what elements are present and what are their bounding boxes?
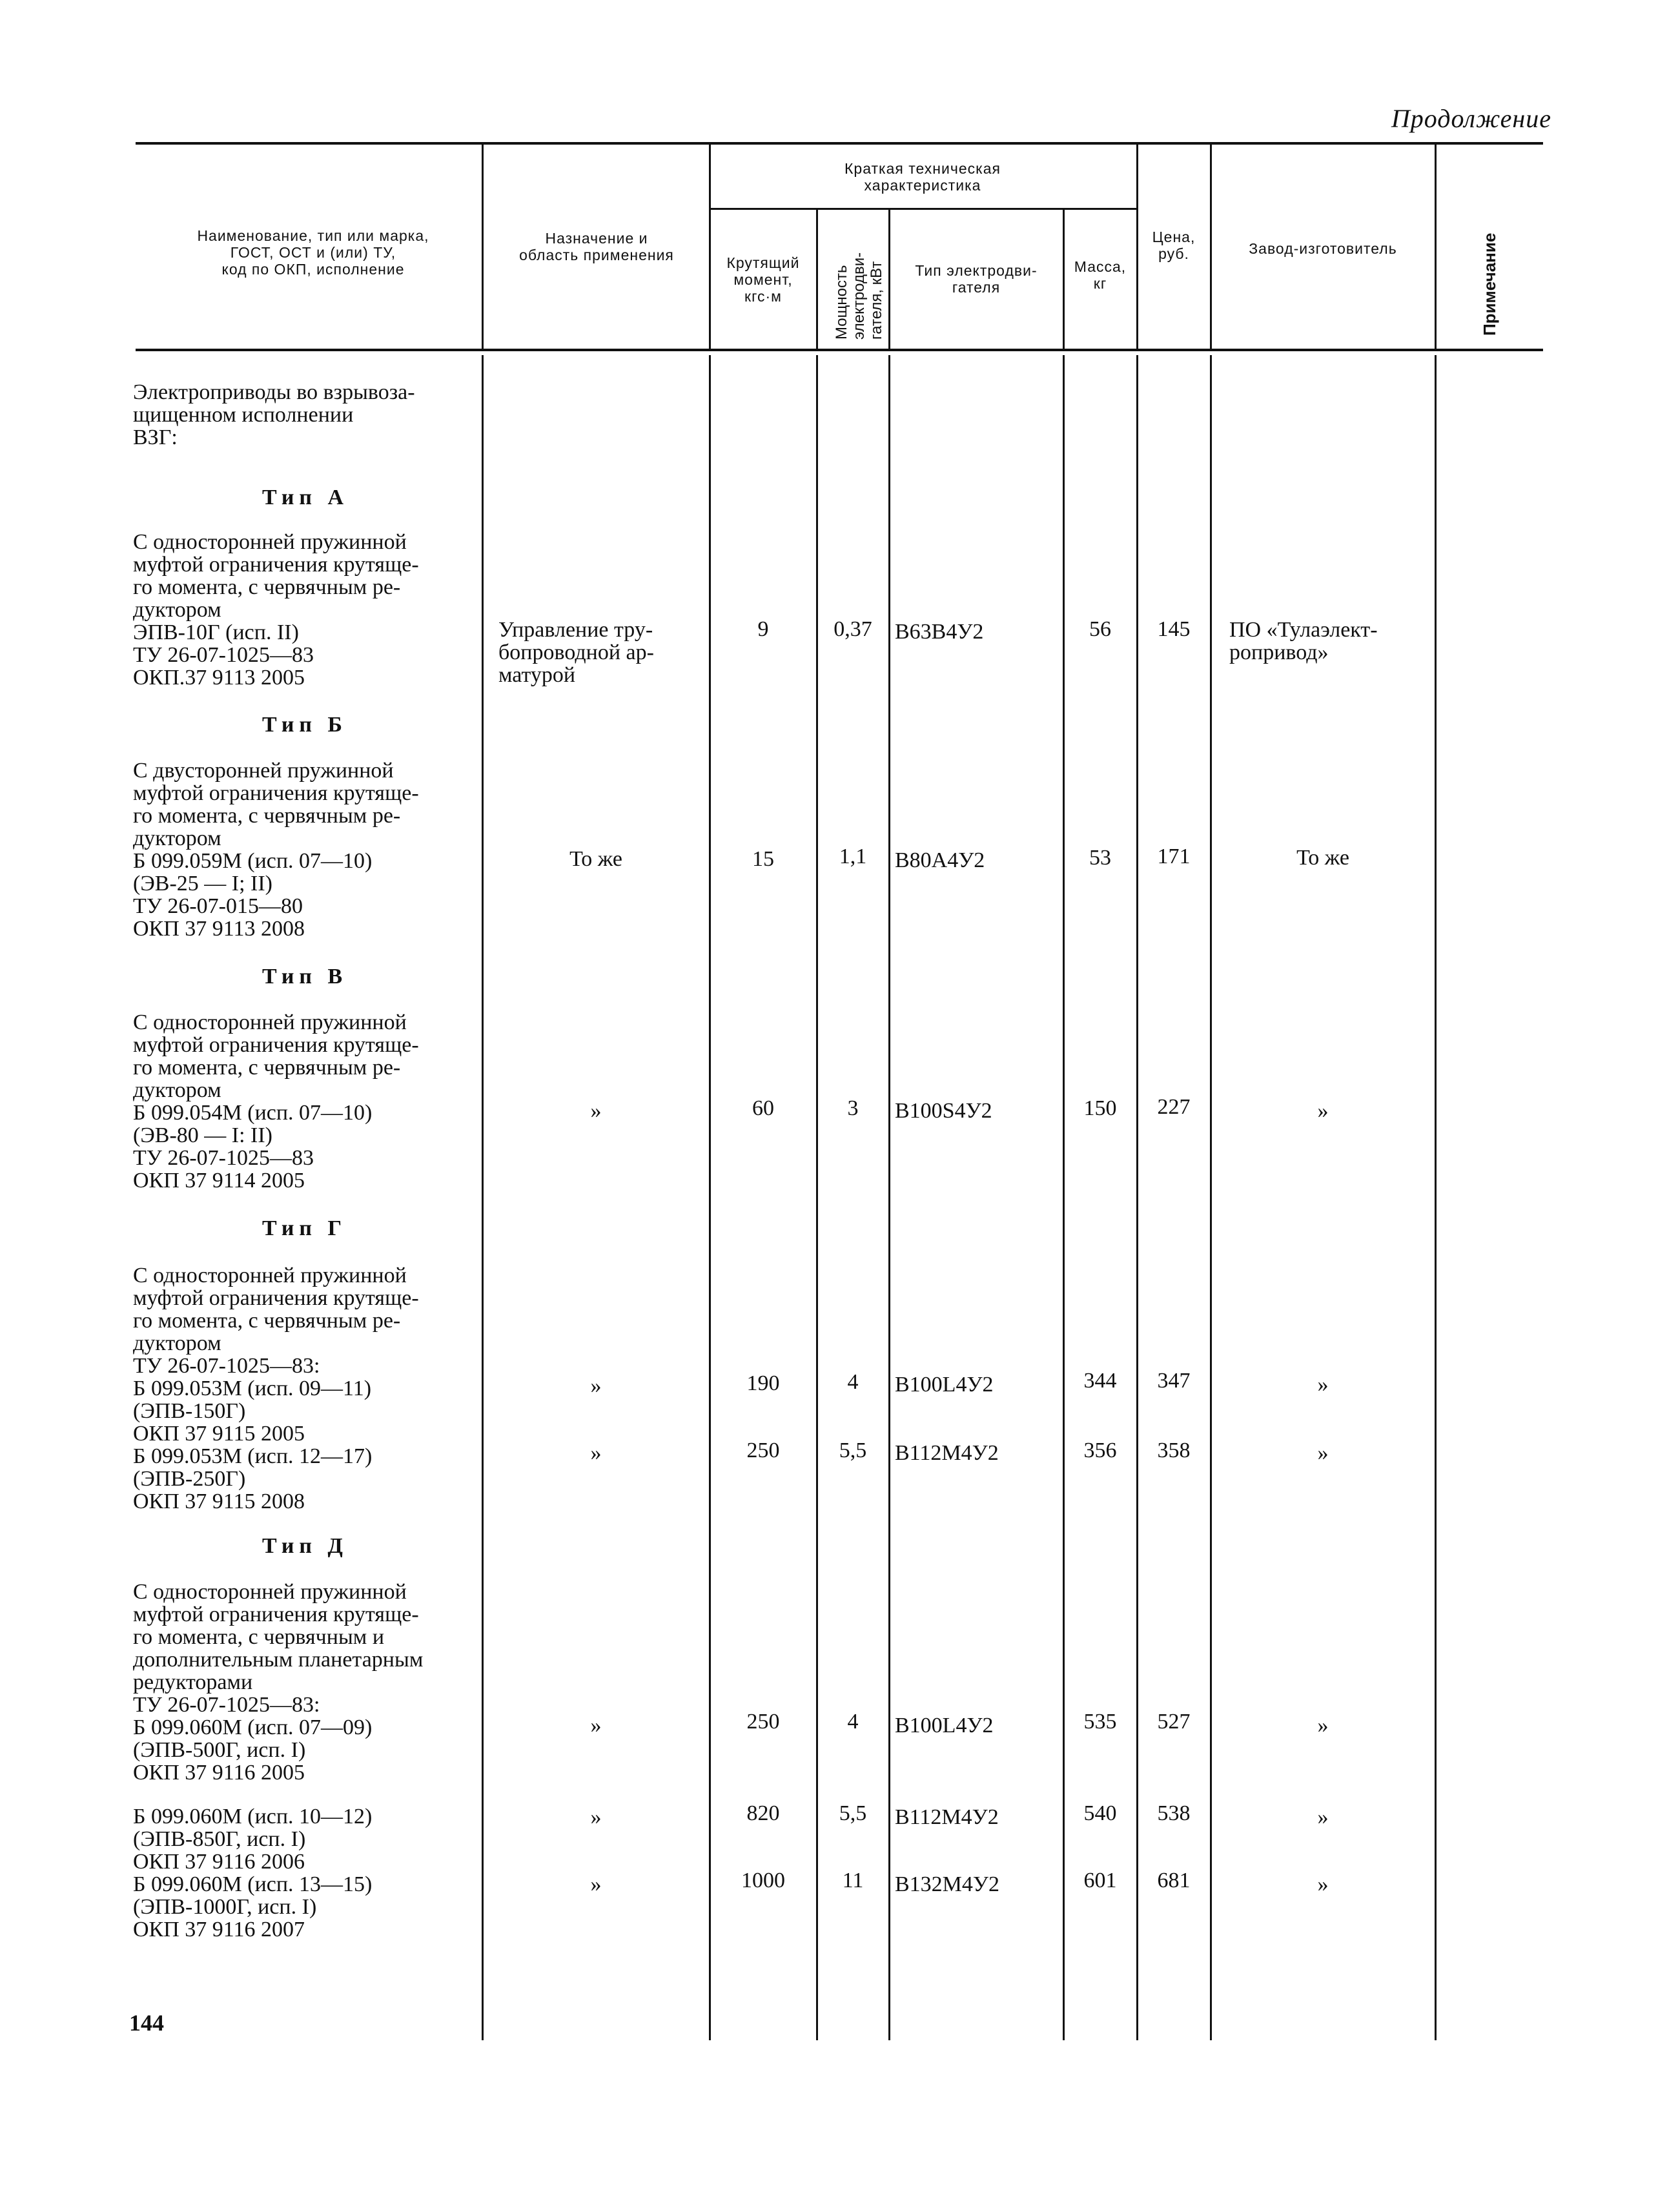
- type-d-row1-mass: 535: [1083, 1710, 1117, 1734]
- type-d-row2-motor: В112М4У2: [895, 1805, 999, 1829]
- type-b-motor: В80А4У2: [895, 848, 985, 872]
- type-d-row3-motor: В132М4У2: [895, 1872, 999, 1896]
- type-g-row1-mass: 344: [1083, 1369, 1117, 1393]
- type-g-title: Тип Г: [262, 1216, 347, 1240]
- type-d-row2-manufacturer: »: [1317, 1805, 1329, 1829]
- type-d-row3-torque: 1000: [741, 1869, 785, 1892]
- body-col-line: [888, 355, 890, 2040]
- header-col-line: [482, 143, 484, 349]
- type-b-price: 171: [1157, 845, 1191, 868]
- type-a-power: 0,37: [834, 617, 872, 641]
- body-col-line: [1063, 355, 1065, 2040]
- type-g-desc: С односторонней пружинной муфтой ограничения крутяще- го момента, с червячным ре- дуктором ТУ 26-07-1025—83: Б 099.053М (исп. 09—11) (ЭПВ-150Г) ОКП 37 9115 2005 Б 099.053М (исп. 12—17) (ЭПВ-250Г) ОКП 37 9115 2008: [133, 1264, 419, 1513]
- header-bottom-rule: [136, 349, 1543, 351]
- type-d-row1-torque: 250: [746, 1710, 780, 1734]
- type-d-row3-purpose: »: [590, 1872, 602, 1896]
- brief-subheader-rule: [710, 208, 1136, 210]
- type-d-row3-mass: 601: [1083, 1869, 1117, 1892]
- type-a-price: 145: [1157, 617, 1191, 641]
- type-v-mass: 150: [1083, 1096, 1117, 1120]
- type-g-row2-mass: 356: [1083, 1439, 1117, 1462]
- type-d-desc: С односторонней пружинной муфтой ограничения крутяще- го момента, с червячным и дополнительным планетарным редукторами ТУ 26-07-1025—83: Б 099.060М (исп. 07—09) (ЭПВ-500Г, исп. I) ОКП 37 9116 2005: [133, 1580, 424, 1785]
- body-col-line: [816, 355, 818, 2040]
- table-top-rule: [136, 142, 1543, 145]
- type-g-row1-motor: В100L4У2: [895, 1373, 994, 1397]
- type-d-row2-power: 5,5: [839, 1801, 867, 1825]
- type-g-row1-manufacturer: »: [1317, 1373, 1329, 1397]
- header-mass: Масса, кг: [1074, 258, 1127, 292]
- type-a-motor: В63В4У2: [895, 620, 984, 644]
- type-b-desc: С двусторонней пружинной муфтой ограничения крутяще- го момента, с червячным ре- дуктором Б 099.059М (исп. 07—10) (ЭВ-25 — I; II) ТУ 26-07-015—80 ОКП 37 9113 2008: [133, 759, 419, 941]
- body-col-line: [709, 355, 711, 2040]
- type-d-row2-purpose: »: [590, 1805, 602, 1829]
- type-b-title: Тип Б: [262, 713, 347, 737]
- header-col-line: [1435, 143, 1437, 349]
- header-motor-type: Тип электродви- гателя: [915, 262, 1038, 296]
- type-v-manufacturer: »: [1317, 1099, 1329, 1123]
- page-number: 144: [129, 2010, 164, 2036]
- type-v-torque: 60: [752, 1096, 774, 1120]
- header-note: Примечание: [1480, 232, 1499, 336]
- type-g-row1-torque: 190: [746, 1371, 780, 1395]
- body-col-line: [1210, 355, 1212, 2040]
- type-g-row2-power: 5,5: [839, 1439, 867, 1462]
- header-purpose: Назначение и область применения: [519, 230, 674, 263]
- header-price: Цена, руб.: [1152, 229, 1196, 262]
- type-b-torque: 15: [752, 847, 774, 871]
- type-b-purpose: То же: [569, 847, 622, 871]
- header-manufacturer: Завод-изготовитель: [1249, 240, 1397, 257]
- type-d-row2-price: 538: [1157, 1801, 1191, 1825]
- type-g-row1-power: 4: [847, 1370, 859, 1394]
- header-power: Мощность электродви- гателя, кВт: [833, 252, 885, 340]
- type-v-price: 227: [1157, 1095, 1191, 1119]
- header-col-line: [816, 209, 818, 349]
- type-g-row2-purpose: »: [590, 1441, 602, 1465]
- body-col-line: [482, 355, 484, 2040]
- type-g-row2-price: 358: [1157, 1439, 1191, 1462]
- type-d-row2-torque: 820: [746, 1801, 780, 1825]
- type-d-title: Тип Д: [262, 1534, 348, 1558]
- type-d-row3-power: 11: [842, 1869, 864, 1892]
- type-a-desc: С односторонней пружинной муфтой ограничения крутяще- го момента, с червячным ре- дуктором ЭПВ-10Г (исп. II) ТУ 26-07-1025—83 ОКП.37 9113 2005: [133, 530, 419, 690]
- intro-text: Электроприводы во взрывоза- щищенном исполнении ВЗГ:: [133, 380, 415, 449]
- header-col-line: [888, 209, 890, 349]
- type-b-manufacturer: То же: [1296, 846, 1349, 870]
- type-a-purpose: Управление тру- бопроводной ар- матурой: [498, 618, 654, 687]
- type-a-mass: 56: [1089, 617, 1111, 641]
- header-col-line: [709, 143, 711, 349]
- continuation-label: Продолжение: [1391, 104, 1551, 133]
- type-a-manufacturer: ПО «Тулаэлект- ропривод»: [1229, 618, 1378, 664]
- header-torque: Крутящий момент, кгс·м: [726, 254, 800, 305]
- type-a-title: Тип А: [262, 486, 349, 509]
- body-col-line: [1435, 355, 1437, 2040]
- type-d-row1-power: 4: [847, 1710, 859, 1734]
- header-col-line: [1210, 143, 1212, 349]
- type-g-row2-motor: В112М4У2: [895, 1441, 999, 1465]
- type-b-mass: 53: [1089, 846, 1111, 870]
- type-d-row1-motor: В100L4У2: [895, 1714, 994, 1737]
- type-v-desc: С односторонней пружинной муфтой ограничения крутяще- го момента, с червячным ре- дуктором Б 099.054М (исп. 07—10) (ЭВ-80 — I: II) ТУ 26-07-1025—83 ОКП 37 9114 2005: [133, 1010, 419, 1193]
- type-d-row2-mass: 540: [1083, 1801, 1117, 1825]
- type-d-row1-purpose: »: [590, 1714, 602, 1737]
- type-g-row2-manufacturer: »: [1317, 1441, 1329, 1465]
- type-a-torque: 9: [757, 617, 769, 641]
- type-b-power: 1,1: [839, 845, 867, 868]
- type-v-motor: В100S4У2: [895, 1099, 992, 1123]
- type-v-purpose: »: [590, 1099, 602, 1123]
- type-d-row1-price: 527: [1157, 1710, 1191, 1734]
- type-d-row1-manufacturer: »: [1317, 1714, 1329, 1737]
- type-d-desc2: Б 099.060М (исп. 10—12) (ЭПВ-850Г, исп. I) ОКП 37 9116 2006 Б 099.060М (исп. 13—15) (ЭПВ-1000Г, исп. I) ОКП 37 9116 2007: [133, 1805, 373, 1941]
- header-name: Наименование, тип или марка, ГОСТ, ОСТ и (или) ТУ, код по ОКП, исполнение: [197, 227, 429, 278]
- body-col-line: [1136, 355, 1138, 2040]
- type-d-row3-price: 681: [1157, 1869, 1191, 1892]
- type-g-row1-price: 347: [1157, 1369, 1191, 1393]
- type-v-title: Тип В: [262, 965, 348, 988]
- type-v-power: 3: [847, 1096, 859, 1120]
- type-g-row2-torque: 250: [746, 1439, 780, 1462]
- type-g-row1-purpose: »: [590, 1374, 602, 1398]
- type-d-row3-manufacturer: »: [1317, 1872, 1329, 1896]
- header-brief: Краткая техническая характеристика: [844, 160, 1001, 194]
